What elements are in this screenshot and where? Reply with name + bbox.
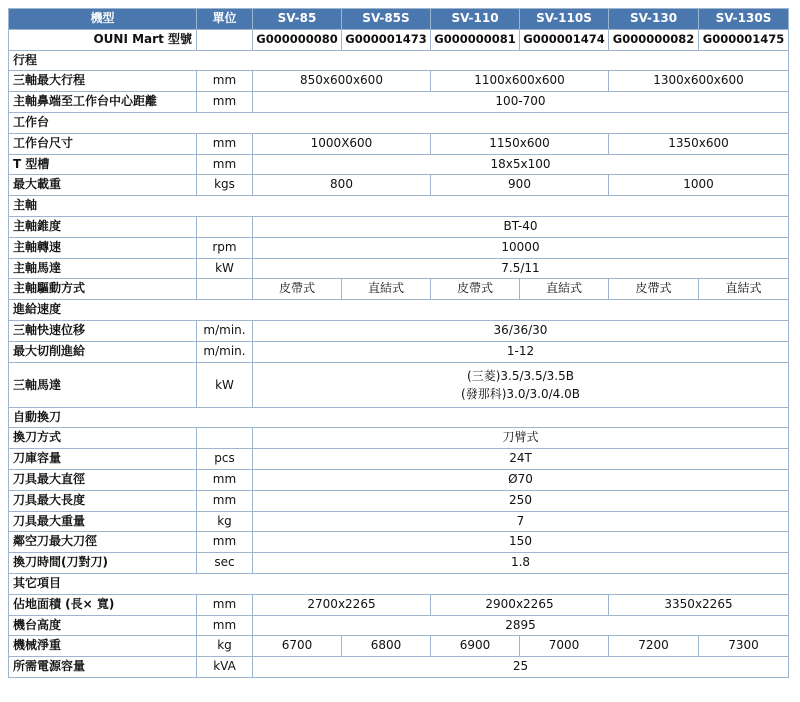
section-other: 其它項目 [9,573,789,594]
spec-value: 6700 [253,636,342,657]
spec-value: 24T [253,449,789,470]
section-travel: 行程 [9,50,789,71]
spec-value: 7300 [699,636,789,657]
spec-value: 2900x2265 [431,594,609,615]
model-code: G000000082 [609,29,699,50]
spec-label: 主軸鼻端至工作台中心距離 [9,92,197,113]
spec-value: 250 [253,490,789,511]
spec-unit [197,216,253,237]
spec-row [9,279,789,300]
spec-row [9,258,789,279]
spec-unit: mm [197,594,253,615]
header-model: 機型 [9,9,197,30]
spec-value: 6800 [342,636,431,657]
spec-value: 1000X600 [253,133,431,154]
spec-label: 機械淨重 [9,636,197,657]
spec-value: 1100x600x600 [431,71,609,92]
spec-label: 換刀時間(刀對刀) [9,553,197,574]
model-code: G000000081 [431,29,520,50]
model-code-unit [197,29,253,50]
section-row [9,300,789,321]
spec-label: 主軸錐度 [9,216,197,237]
spec-label: 三軸快速位移 [9,320,197,341]
spec-value: 刀臂式 [253,428,789,449]
header-model-sv110s: SV-110S [520,9,609,30]
spec-value-line: (三菱)3.5/3.5/3.5B [467,368,574,383]
spec-value: 2700x2265 [253,594,431,615]
spec-row [9,320,789,341]
spec-unit: mm [197,532,253,553]
section-row [9,112,789,133]
spec-row [9,154,789,175]
header-model-sv130s: SV-130S [699,9,789,30]
spec-unit: mm [197,92,253,113]
spec-label: T 型槽 [9,154,197,175]
spec-unit [197,279,253,300]
spec-value: 100-700 [253,92,789,113]
spec-unit: sec [197,553,253,574]
spec-label: 三軸馬達 [9,362,197,407]
section-row [9,407,789,428]
spec-value: 25 [253,657,789,678]
spec-value: Ø70 [253,469,789,490]
spec-row [9,449,789,470]
spec-label: 所需電源容量 [9,657,197,678]
section-feed: 進給速度 [9,300,789,321]
spec-unit: m/min. [197,341,253,362]
spec-unit: mm [197,71,253,92]
spec-row [9,615,789,636]
section-table: 工作台 [9,112,789,133]
spec-row [9,511,789,532]
spec-unit: kW [197,362,253,407]
header-model-sv130: SV-130 [609,9,699,30]
spec-unit [197,428,253,449]
spec-row [9,133,789,154]
spec-label: 換刀方式 [9,428,197,449]
spec-value: 3350x2265 [609,594,789,615]
spec-value: 800 [253,175,431,196]
spec-value: 7.5/11 [253,258,789,279]
spec-row [9,490,789,511]
spec-value: 直結式 [342,279,431,300]
spec-value: 1150x600 [431,133,609,154]
spec-row [9,216,789,237]
spec-unit: kW [197,258,253,279]
spec-row [9,362,789,407]
spec-label: 機台高度 [9,615,197,636]
spec-value: 皮帶式 [431,279,520,300]
spec-unit: kg [197,511,253,532]
spec-value: 皮帶式 [609,279,699,300]
spec-value: 850x600x600 [253,71,431,92]
spec-value: 1.8 [253,553,789,574]
spec-value: 7000 [520,636,609,657]
header-model-sv85: SV-85 [253,9,342,30]
spec-label: 主軸馬達 [9,258,197,279]
spec-label: 刀具最大直徑 [9,469,197,490]
spec-value: 900 [431,175,609,196]
spec-row [9,92,789,113]
spec-value: 1-12 [253,341,789,362]
model-code: G000001474 [520,29,609,50]
spec-unit: mm [197,615,253,636]
section-spindle: 主軸 [9,196,789,217]
spec-value: 6900 [431,636,520,657]
spec-value: 1000 [609,175,789,196]
spec-label: 主軸驅動方式 [9,279,197,300]
spec-unit: pcs [197,449,253,470]
spec-label: 主軸轉速 [9,237,197,258]
spec-label: 工作台尺寸 [9,133,197,154]
header-model-sv85s: SV-85S [342,9,431,30]
model-code: G000001473 [342,29,431,50]
model-code: G000001475 [699,29,789,50]
spec-label: 刀具最大重量 [9,511,197,532]
spec-row [9,341,789,362]
spec-value: 7200 [609,636,699,657]
section-row [9,196,789,217]
spec-value: 1300x600x600 [609,71,789,92]
spec-label: 鄰空刀最大刀徑 [9,532,197,553]
model-code-label: OUNI Mart 型號 [9,29,197,50]
spec-label: 佔地面積 (長× 寬) [9,594,197,615]
spec-unit: mm [197,154,253,175]
spec-row [9,469,789,490]
spec-value: 10000 [253,237,789,258]
spec-row [9,657,789,678]
spec-label: 最大載重 [9,175,197,196]
spec-value: 36/36/30 [253,320,789,341]
section-row [9,50,789,71]
spec-unit: rpm [197,237,253,258]
spec-value: BT-40 [253,216,789,237]
spec-label: 三軸最大行程 [9,71,197,92]
spec-value: 18x5x100 [253,154,789,175]
model-code: G000000080 [253,29,342,50]
section-row [9,573,789,594]
model-code-row [9,29,789,50]
spec-table [8,8,789,678]
spec-row [9,553,789,574]
spec-value: 2895 [253,615,789,636]
spec-value-line: (發那科)3.0/3.0/4.0B [461,386,580,401]
spec-value: 直結式 [520,279,609,300]
header-model-sv110: SV-110 [431,9,520,30]
spec-row [9,237,789,258]
spec-label: 刀具最大長度 [9,490,197,511]
spec-value: 1350x600 [609,133,789,154]
spec-unit: kVA [197,657,253,678]
spec-value: 7 [253,511,789,532]
spec-unit: mm [197,490,253,511]
spec-row [9,428,789,449]
spec-row [9,636,789,657]
spec-value: 皮帶式 [253,279,342,300]
spec-unit: mm [197,133,253,154]
spec-row [9,175,789,196]
spec-row [9,594,789,615]
spec-value: 150 [253,532,789,553]
spec-unit: kgs [197,175,253,196]
header-unit: 單位 [197,9,253,30]
spec-row [9,532,789,553]
section-atc: 自動換刀 [9,407,789,428]
spec-value: 直結式 [699,279,789,300]
spec-unit: m/min. [197,320,253,341]
spec-value [253,362,789,407]
header-row [9,9,789,30]
spec-label: 最大切削進給 [9,341,197,362]
spec-unit: kg [197,636,253,657]
spec-label: 刀庫容量 [9,449,197,470]
spec-unit: mm [197,469,253,490]
spec-row [9,71,789,92]
